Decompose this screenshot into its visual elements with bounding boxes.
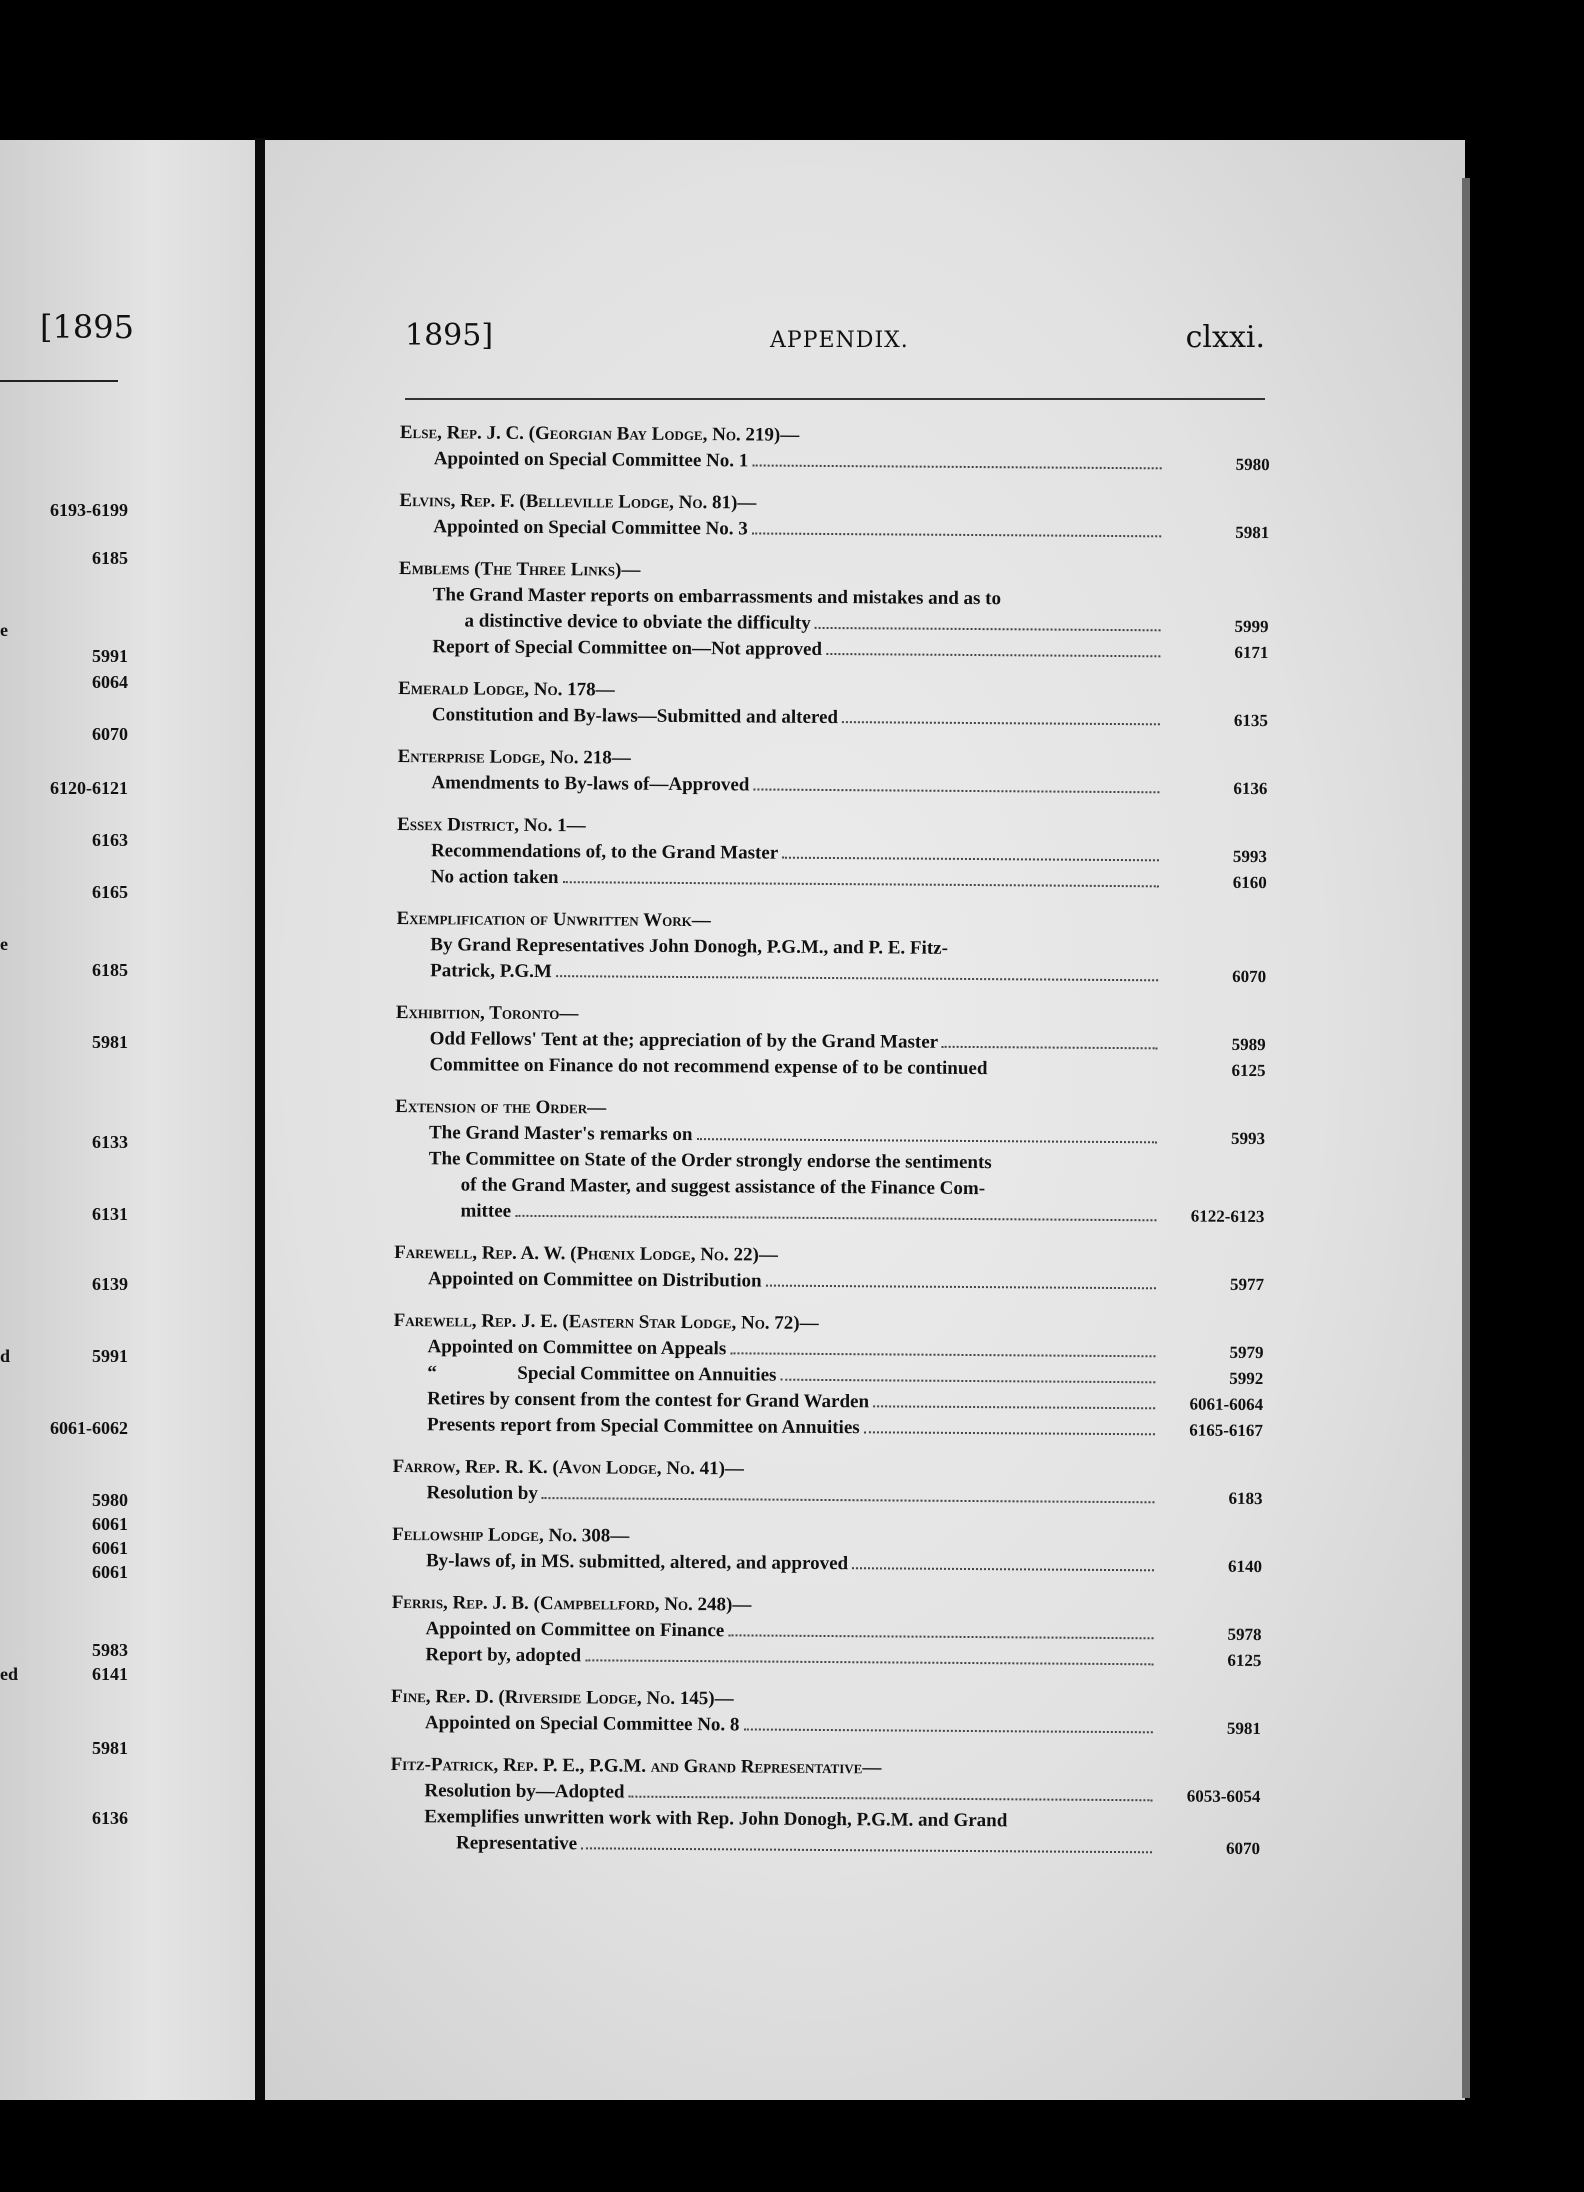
dot-leader (743, 1728, 1152, 1733)
subentry-text: Patrick, P.G.M (430, 960, 552, 983)
running-head-year: 1895] (405, 318, 494, 353)
page-edge (1462, 178, 1470, 2098)
index-entry (400, 420, 1270, 478)
index-subentry (391, 1710, 1261, 1742)
subentry-text: Appointed on Committee on Finance (425, 1618, 725, 1642)
index-entry-heading: Exemplification of Unwritten Work— (396, 907, 711, 932)
page-reference: 5979 (1229, 1342, 1264, 1363)
index-entry (391, 1590, 1262, 1674)
subentry-text: Special Committee on Annuities (517, 1362, 777, 1386)
index-entry (398, 556, 1269, 666)
subentry-text: Exemplifies unwritten work with Rep. John Donogh, P.G.M. and Grand (424, 1806, 1008, 1832)
index-entry-heading: Fine, Rep. D. (Riverside Lodge, No. 145)— (391, 1685, 734, 1710)
index-entry-heading: Ferris, Rep. J. B. (Campbellford, No. 248)— (391, 1591, 752, 1616)
left-page-number: 6061 (92, 1514, 128, 1534)
page-reference: 5993 (1232, 846, 1268, 867)
dot-leader (782, 857, 1159, 862)
page-reference: 5977 (1229, 1274, 1265, 1295)
index-list (390, 420, 1270, 1878)
subentry-text: The Grand Master reports on embarrassments and mistakes and as to (432, 584, 1002, 610)
index-entry (390, 1752, 1261, 1862)
book-gutter (255, 138, 265, 2100)
dot-leader (515, 1215, 1156, 1221)
index-subentry (392, 1548, 1262, 1580)
left-page-text-fragment: e (0, 934, 8, 954)
left-page-number: 6061 (92, 1562, 128, 1582)
page-reference: 6070 (1232, 966, 1267, 987)
page-reference: 5981 (1226, 1718, 1261, 1739)
index-subentry (393, 1412, 1263, 1444)
page-reference: 5992 (1229, 1368, 1264, 1389)
page-reference: 6165-6167 (1189, 1420, 1264, 1441)
index-entry-heading: Farrow, Rep. R. K. (Avon Lodge, No. 41)— (392, 1455, 745, 1480)
index-entry-heading: Extension of the Order— (395, 1095, 607, 1119)
index-entry (396, 906, 1267, 990)
subentry-text: a distinctive device to obviate the difficulty (464, 610, 811, 634)
page-reference: 5980 (1235, 454, 1270, 475)
index-subentry (394, 1266, 1264, 1298)
subentry-text: By Grand Representatives John Donogh, P.G.M., and P. E. Fitz- (430, 934, 949, 959)
dot-leader (852, 1567, 1154, 1571)
index-entry (395, 1000, 1266, 1084)
index-subentry (391, 1642, 1261, 1674)
dot-leader (780, 1379, 1155, 1384)
index-subentry (394, 1198, 1264, 1230)
subentry-text: Presents report from Special Committee on Annuities (426, 1414, 860, 1439)
subentry-text: No action taken (430, 866, 559, 889)
index-subentry (392, 1480, 1262, 1512)
index-entry-heading: Farewell, Rep. A. W. (Phœnix Lodge, No. 22)— (394, 1241, 778, 1266)
subentry-text: Appointed on Special Committee No. 3 (433, 516, 748, 540)
subentry-text: The Committee on State of the Order strongly endorse the sentiments (428, 1148, 992, 1174)
left-page-number: 5981 (92, 1738, 128, 1758)
index-entry (392, 1454, 1262, 1512)
left-page-number: 6133 (92, 1132, 128, 1152)
subentry-text: Committee on Finance do not recommend expense of to be continued (429, 1054, 988, 1080)
subentry-text: Appointed on Special Committee No. 8 (424, 1712, 740, 1736)
index-entry (391, 1684, 1261, 1742)
index-entry-heading: Essex District, No. 1— (397, 813, 586, 837)
page-reference: 6136 (1233, 778, 1268, 799)
dot-leader (815, 627, 1161, 631)
left-page-rule (0, 380, 118, 382)
subentry-text: Recommendations of, to the Grand Master (430, 840, 779, 864)
subentry-text: Amendments to By-laws of—Approved (431, 772, 750, 796)
dot-leader (585, 1659, 1153, 1665)
left-page-number: 6064 (92, 672, 128, 692)
left-page-number: 6163 (92, 830, 128, 850)
subentry-text: Report by, adopted (425, 1644, 582, 1667)
left-page-number: 6185 (92, 548, 128, 568)
index-subentry (398, 702, 1268, 734)
index-entry (393, 1308, 1264, 1444)
dot-leader (842, 721, 1160, 725)
index-subentry (399, 514, 1269, 546)
index-entry-heading: Elvins, Rep. F. (Belleville Lodge, No. 81)— (399, 489, 757, 514)
left-page-number: 6061-6062 (50, 1418, 128, 1438)
subentry-text: mittee (460, 1200, 512, 1222)
left-page-text-fragment: e (0, 620, 8, 640)
subentry-text: Odd Fellows' Tent at the; appreciation of by the Grand Master (429, 1028, 939, 1053)
left-page-number: 6131 (92, 1204, 128, 1224)
index-entry-heading: Fellowship Lodge, No. 308— (392, 1523, 630, 1547)
index-subentry (396, 958, 1266, 990)
dot-leader (942, 1046, 1158, 1050)
left-page-text-fragment: ed (0, 1664, 18, 1684)
index-entry-heading: Emerald Lodge, No. 178— (398, 677, 615, 701)
dot-leader (628, 1796, 1152, 1802)
index-subentry (400, 446, 1270, 478)
page-reference: 6135 (1233, 710, 1268, 731)
dot-leader (563, 881, 1159, 887)
dot-leader (766, 1285, 1156, 1290)
subentry-text: Appointed on Committee on Distribution (427, 1268, 762, 1292)
index-entry (392, 1522, 1262, 1580)
subentry-text: of the Grand Master, and suggest assistance of the Finance Com- (460, 1174, 986, 1200)
dot-leader (730, 1352, 1155, 1357)
subentry-text: By-laws of, in MS. submitted, altered, and approved (425, 1550, 849, 1575)
subentry-text: Constitution and By-laws—Submitted and altered (431, 704, 839, 729)
index-subentry (397, 864, 1267, 896)
left-page (0, 140, 255, 2100)
subentry-text: Representative (455, 1832, 578, 1855)
index-subentry (397, 770, 1267, 802)
subentry-text: The Grand Master's remarks on (428, 1122, 693, 1146)
dot-leader (728, 1634, 1153, 1639)
index-subentry (398, 634, 1268, 666)
index-entry (397, 744, 1267, 802)
dot-leader (753, 788, 1159, 793)
dot-leader (581, 1847, 1152, 1853)
left-page-number: 6120-6121 (50, 778, 128, 798)
left-page-number: 6165 (92, 882, 128, 902)
dot-leader (873, 1405, 1155, 1409)
left-page-number: 5991 (92, 646, 128, 666)
page-reference: 6125 (1231, 1060, 1266, 1081)
subentry-text: Appointed on Special Committee No. 1 (433, 448, 749, 472)
page-reference: 6061-6064 (1189, 1394, 1264, 1415)
dot-leader (542, 1497, 1155, 1503)
page-reference: 5999 (1234, 616, 1269, 637)
index-entry-heading: Enterprise Lodge, No. 218— (397, 745, 631, 769)
index-entry (394, 1094, 1265, 1230)
page-reference: 5981 (1235, 522, 1270, 543)
left-page-number: 6139 (92, 1274, 128, 1294)
left-page-year: [1895 (40, 308, 134, 346)
left-page-number: 6070 (92, 724, 128, 744)
index-entry-heading: Farewell, Rep. J. E. (Eastern Star Lodge, No. 72)— (393, 1309, 819, 1334)
page-reference: 6053-6054 (1186, 1786, 1261, 1807)
index-subentry (395, 1052, 1265, 1084)
index-entry-heading: Else, Rep. J. C. (Georgian Bay Lodge, No. 219)— (399, 421, 800, 446)
page-reference: 6070 (1225, 1838, 1261, 1859)
page-reference: 5978 (1227, 1624, 1262, 1645)
left-page-number: 5980 (92, 1490, 128, 1510)
left-page-number: 6061 (92, 1538, 128, 1558)
page-reference: 6140 (1227, 1556, 1263, 1577)
subentry-text: Appointed on Committee on Appeals (427, 1336, 727, 1360)
index-entry (394, 1240, 1264, 1298)
dot-leader (864, 1431, 1155, 1435)
head-rule (405, 398, 1265, 400)
index-entry-heading: Fitz-Patrick, Rep. P. E., P.G.M. and Grand Representative— (390, 1753, 882, 1779)
running-head-title: APPENDIX. (770, 328, 909, 353)
subentry-text: Retires by consent from the contest for Grand Warden (427, 1388, 870, 1413)
page-reference: 5993 (1230, 1128, 1266, 1149)
dot-leader (752, 464, 1161, 469)
dot-leader (752, 532, 1161, 537)
dot-leader (697, 1138, 1157, 1143)
left-page-number: 5983 (92, 1640, 128, 1660)
ditto-mark: “ (427, 1362, 437, 1384)
subentry-text: Resolution by—Adopted (424, 1780, 625, 1803)
index-subentry (390, 1830, 1260, 1862)
index-entry-heading: Exhibition, Toronto— (395, 1001, 579, 1025)
page-reference: 5989 (1231, 1034, 1266, 1055)
page-reference: 6122-6123 (1190, 1206, 1265, 1227)
spacer (987, 1074, 1165, 1075)
page-reference: 6183 (1228, 1488, 1263, 1509)
index-entry (399, 488, 1269, 546)
page-reference: 6171 (1234, 642, 1269, 663)
dot-leader (826, 653, 1160, 657)
index-entry (397, 812, 1268, 896)
left-page-number: 5991 (92, 1346, 128, 1366)
left-page-number: 6185 (92, 960, 128, 980)
subentry-text: Resolution by (426, 1482, 538, 1504)
subentry-text: Report of Special Committee on—Not approved (432, 636, 823, 660)
left-page-number: 5981 (92, 1032, 128, 1052)
left-page-number: 6136 (92, 1808, 128, 1828)
index-entry (398, 676, 1268, 734)
running-head (405, 318, 1265, 362)
index-entry-heading: Emblems (The Three Links)— (398, 557, 641, 581)
left-page-number: 6141 (92, 1664, 128, 1684)
dot-leader (556, 975, 1158, 981)
left-page-number: 6193-6199 (50, 500, 128, 520)
page-reference: 6160 (1232, 872, 1267, 893)
page-reference: 6125 (1227, 1650, 1262, 1671)
running-head-page-number: clxxi. (1185, 320, 1265, 355)
left-page-text-fragment: d (0, 1346, 11, 1366)
